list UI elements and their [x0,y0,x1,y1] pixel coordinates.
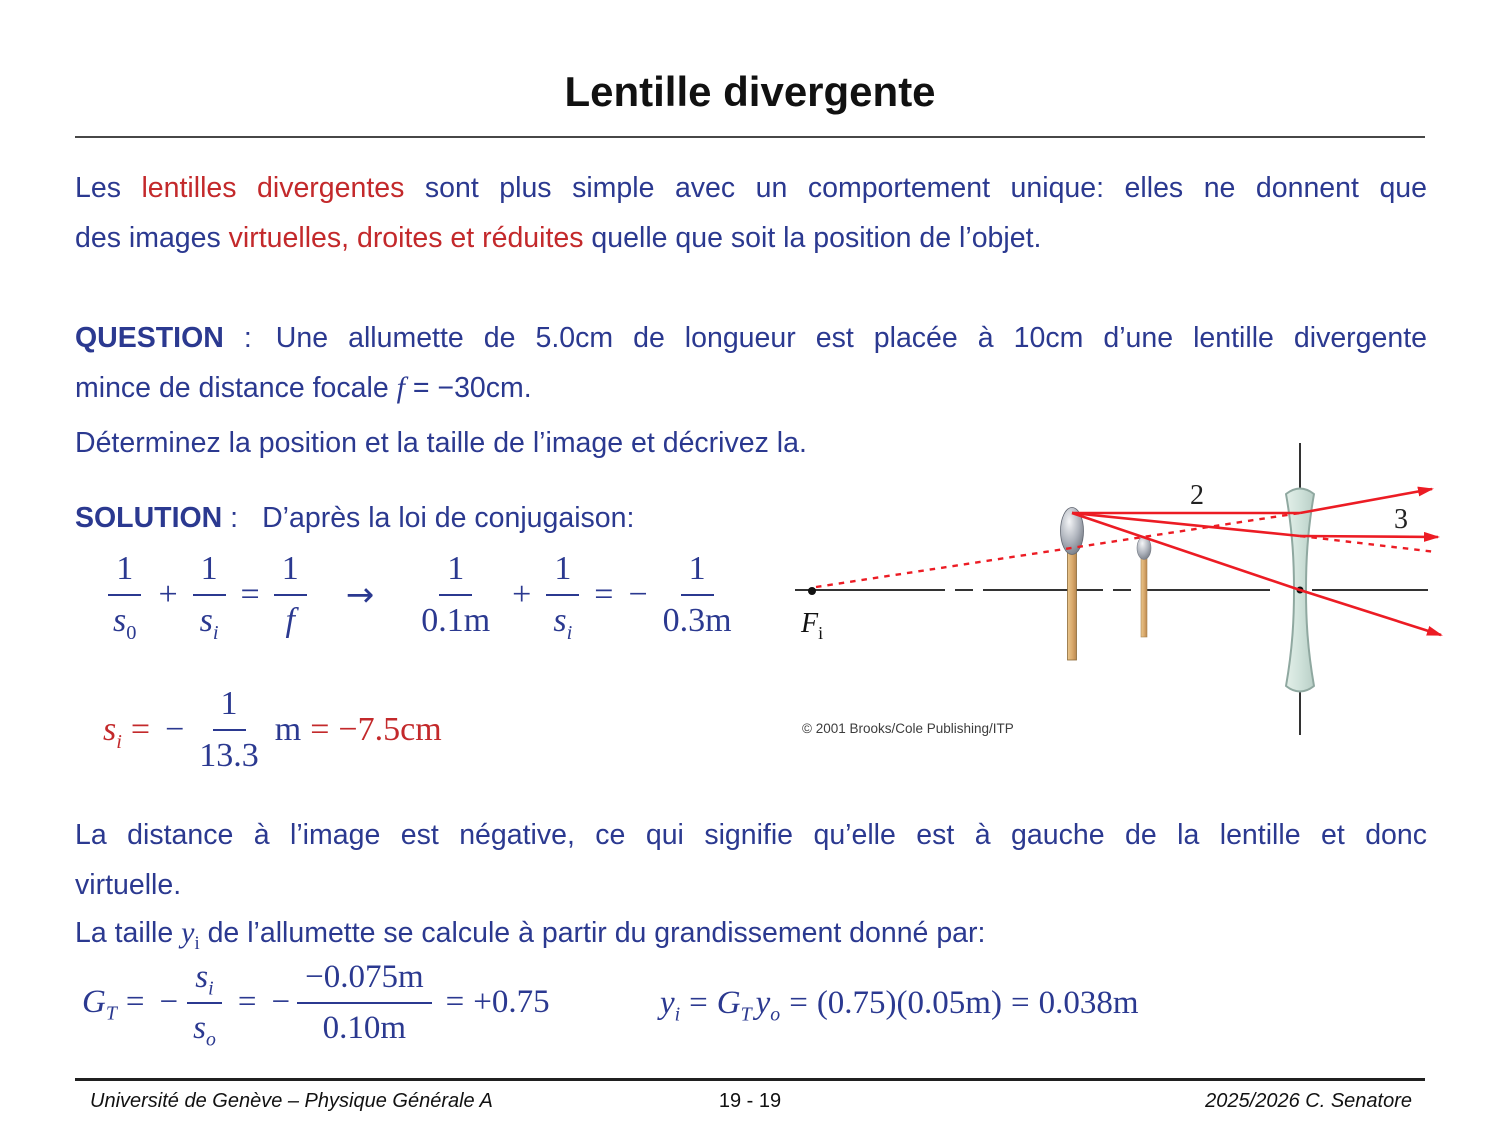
intro-line-1: Les lentilles divergentes sont plus simple avec un comportement unique: elles ne donnent que [75,172,1427,204]
fraction: $\frac{1}{s_i}$ [545,549,580,640]
determine-line: Déterminez la position et la taille de l’image et décrivez la. [75,427,807,459]
fraction: $\frac{1}{0.3m}$ [662,550,732,639]
equation-si-result: $s_i$ = − $\frac{1}{13.3}$ m = −7.5cm [103,685,442,774]
diagram-copyright: © 2001 Brooks/Cole Publishing/ITP [802,721,1014,736]
gt-yo-product: $G_T$ $y_o$ [716,985,781,1026]
conclusion-paragraph: La distance à l’image est négative, ce qui signifie qu’elle est à gauche de la lentille et donc virtuelle. [75,819,1427,901]
ray3-extension-dotted [1300,536,1436,552]
fraction: $\frac{-0.075m}{0.10m}$ [297,958,432,1047]
title-divider [75,136,1425,138]
fraction: $\frac{s_i}{s_o}$ [185,958,224,1047]
fraction: $\frac{1}{13.3}$ [199,685,259,774]
page-title: Lentille divergente [564,68,936,115]
implies-arrow: → [345,574,375,615]
focal-point-dot [808,587,816,595]
ray2-label: 2 [1190,480,1204,511]
ray3-label: 3 [1394,504,1408,535]
footer-author: 2025/2026 C. Senatore [1205,1090,1412,1112]
question-line-1: QUESTION : Une allumette de 5.0cm de longueur est placée à 10cm d’une lentille divergente [75,322,1427,354]
object-match-stick [1068,546,1077,660]
lens-diagram [786,436,1464,750]
question-line-2: mince de distance focale f = −30cm. [75,371,532,404]
fraction: $\frac{1}{s_i}$ [192,549,227,640]
yi-variable: $y_i$ [660,985,681,1026]
gt-variable: $G_T$ [82,984,117,1025]
solution-line: SOLUTION : D’après la loi de conjugaison: [75,502,635,534]
equation-image-size: $y_i$ = $G_T$ $y_o$ = (0.75)(0.05m) = 0.038m [660,985,1139,1026]
intro-line-2: des images virtuelles, droites et réduites quelle que soit la position de l’objet. [75,222,1042,254]
question-paragraph [75,313,1427,413]
ray2-refracted [1300,489,1432,513]
equation-magnification: $G_T$ = − $\frac{s_i}{s_o}$ = − $\frac{-0.075m}{0.10m}$ = +0.75 [82,959,550,1051]
footer-divider [75,1078,1425,1081]
footer-page-number: 19 - 19 [718,1090,782,1112]
intro-paragraph [75,163,1427,263]
fraction: $\frac{1}{s_0}$ [105,549,144,640]
size-intro-line: La taille $y_i$ de l’allumette se calcule à partir du grandissement donné par: [75,916,986,954]
ray3-exit [1300,536,1438,537]
focal-point-label: $F_i$ [801,608,824,643]
footer-institution: Université de Genève – Physique Générale A [90,1090,493,1112]
fraction: $\frac{1}{f}$ [274,549,307,640]
image-match-stick [1141,556,1147,637]
virtual-ray-dotted [816,513,1300,587]
si-variable: $s_i$ [103,710,122,753]
fraction: $\frac{1}{0.1m}$ [421,550,491,639]
equation-conjugation: $\frac{1}{s_0}$ + $\frac{1}{s_i}$ = $\frac{1}{f}$ → $\frac{1}{0.1m}$ + $\frac{1}{s_i}$ = − $\frac{1}{0.3m}$ [100,549,745,640]
